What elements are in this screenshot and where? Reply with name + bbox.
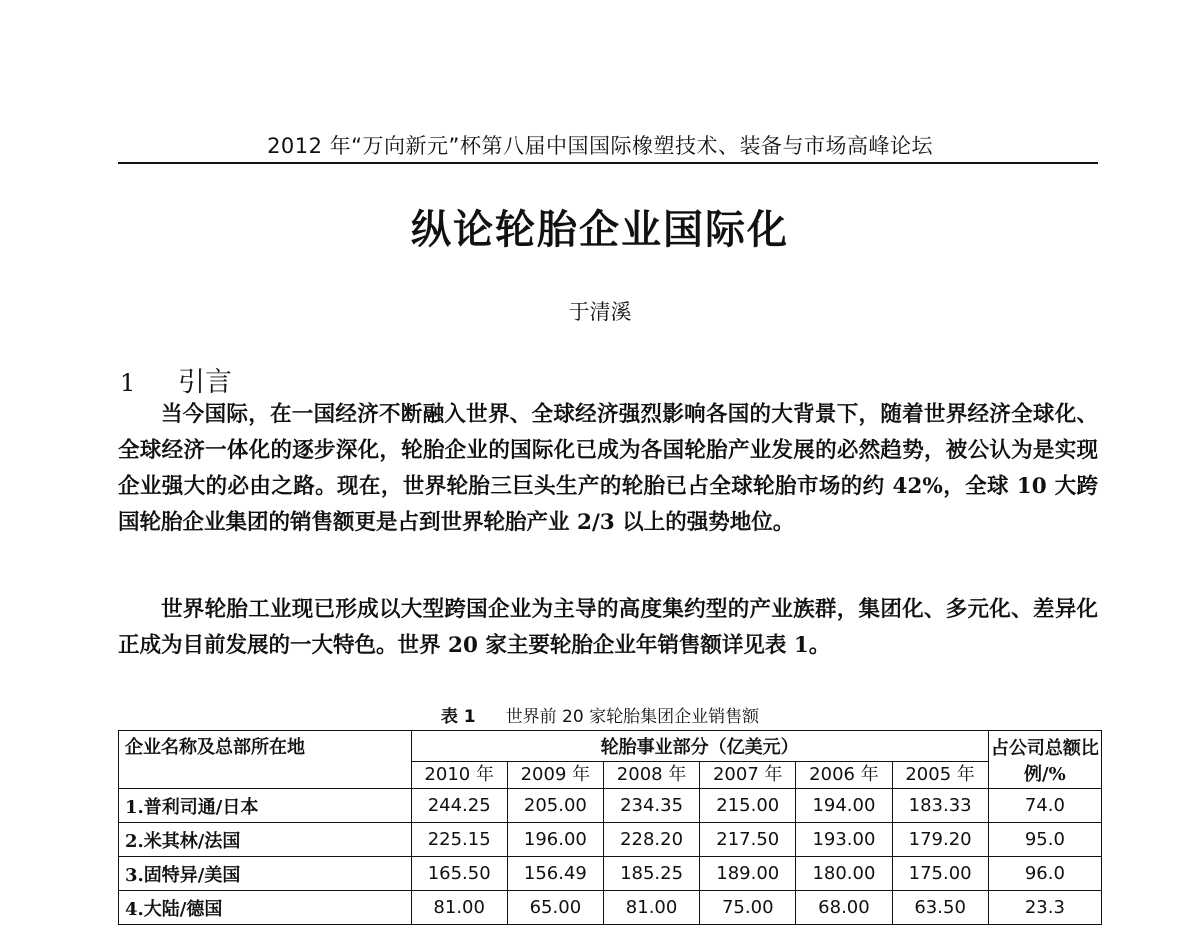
ratio-value: 96.0 xyxy=(988,857,1101,891)
section-heading xyxy=(120,360,232,399)
year-header: 2005 年 xyxy=(892,762,988,789)
section-number: 1 xyxy=(120,369,136,397)
table-caption-label: 表 1 xyxy=(440,707,476,727)
conference-header: 2012 年“万向新元”杯第八届中国国际橡塑技术、装备与市场高峰论坛 xyxy=(267,134,933,158)
sales-value: 225.15 xyxy=(411,823,507,857)
year-header: 2006 年 xyxy=(796,762,892,789)
sales-value: 193.00 xyxy=(796,823,892,857)
table-row xyxy=(119,789,1102,823)
ratio-value: 74.0 xyxy=(988,789,1101,823)
sales-value: 165.50 xyxy=(411,857,507,891)
article-author: 于清溪 xyxy=(568,300,632,324)
paragraph-industry: 世界轮胎工业现已形成以大型跨国企业为主导的高度集约型的产业族群，集团化、多元化、差异化正成为目前发展的一大特色。世界 20 家主要轮胎企业年销售额详见表 1。 xyxy=(118,597,1098,658)
sales-value: 68.00 xyxy=(796,891,892,925)
sales-value: 185.25 xyxy=(603,857,699,891)
sales-value: 75.00 xyxy=(700,891,796,925)
sales-value: 217.50 xyxy=(700,823,796,857)
header-rule xyxy=(118,162,1098,164)
sales-value: 180.00 xyxy=(796,857,892,891)
sales-value: 244.25 xyxy=(411,789,507,823)
ratio-value: 95.0 xyxy=(988,823,1101,857)
company-name: 4.大陆/德国 xyxy=(119,891,412,925)
sales-value: 205.00 xyxy=(507,789,603,823)
sales-table xyxy=(118,730,1102,925)
sales-value: 194.00 xyxy=(796,789,892,823)
year-header: 2009 年 xyxy=(507,762,603,789)
table-row xyxy=(119,823,1102,857)
sales-value: 156.49 xyxy=(507,857,603,891)
sales-value: 175.00 xyxy=(892,857,988,891)
table-row xyxy=(119,891,1102,925)
company-name: 3.固特异/美国 xyxy=(119,857,412,891)
sales-value: 189.00 xyxy=(700,857,796,891)
sales-value: 234.35 xyxy=(603,789,699,823)
year-header: 2007 年 xyxy=(700,762,796,789)
sales-value: 81.00 xyxy=(411,891,507,925)
table-caption-title: 世界前 20 家轮胎集团企业销售额 xyxy=(505,707,760,727)
sales-value: 228.20 xyxy=(603,823,699,857)
sales-value: 63.50 xyxy=(892,891,988,925)
ratio-value: 23.3 xyxy=(988,891,1101,925)
sales-value: 65.00 xyxy=(507,891,603,925)
section-title: 引言 xyxy=(178,367,232,398)
sales-value: 179.20 xyxy=(892,823,988,857)
article-title: 纵论轮胎企业国际化 xyxy=(411,207,789,253)
year-header: 2008 年 xyxy=(603,762,699,789)
table-row xyxy=(119,857,1102,891)
sales-value: 196.00 xyxy=(507,823,603,857)
sales-value: 183.33 xyxy=(892,789,988,823)
group-header: 轮胎事业部分（亿美元） xyxy=(411,731,988,762)
year-header: 2010 年 xyxy=(411,762,507,789)
company-name: 1.普利司通/日本 xyxy=(119,789,412,823)
company-name: 2.米其林/法国 xyxy=(119,823,412,857)
ratio-header: 占公司总额比例/% xyxy=(988,731,1101,789)
sales-value: 81.00 xyxy=(603,891,699,925)
table-caption xyxy=(0,702,1200,727)
corner-header: 企业名称及总部所在地 xyxy=(119,731,412,789)
paragraph-intro: 当今国际，在一国经济不断融入世界、全球经济强烈影响各国的大背景下，随着世界经济全球化、全球经济一体化的逐步深化，轮胎企业的国际化已成为各国轮胎产业发展的必然趋势，被公认为是实现企业强大的必由之路。现在，世界轮胎三巨头生产的轮胎已占全球轮胎市场的约 42%，全球 10 大跨国轮胎企业集团的销售额更是占到世界轮胎产业 2/3 以上的强势地位。 xyxy=(118,402,1098,535)
sales-value: 215.00 xyxy=(700,789,796,823)
